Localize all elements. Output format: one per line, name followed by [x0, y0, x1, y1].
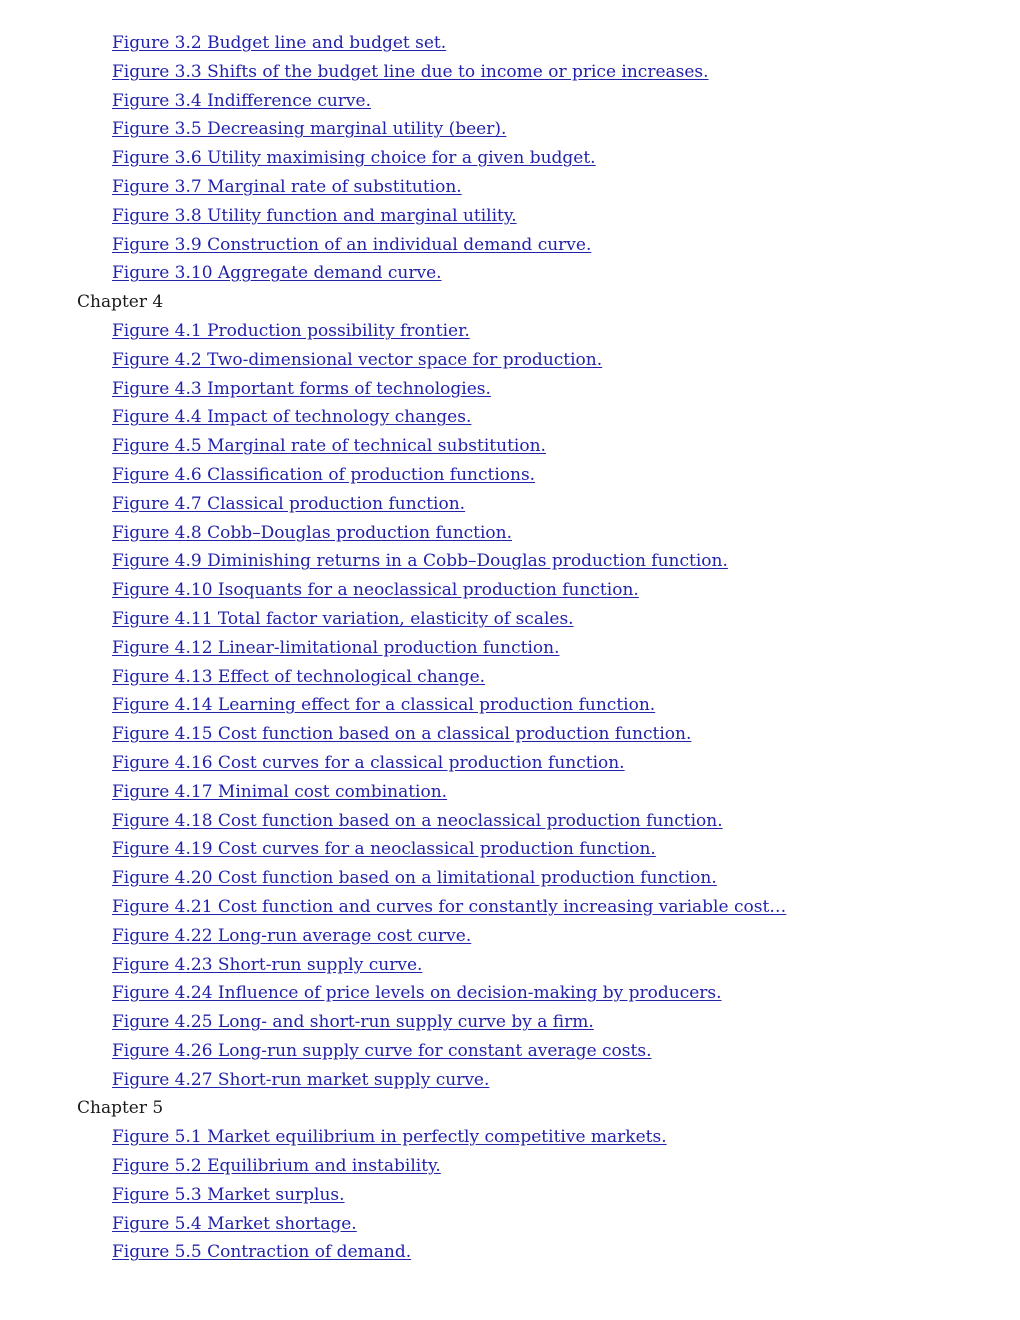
figure-link[interactable]: Figure 4.2 Two-dimensional vector space for production. — [112, 349, 603, 370]
figure-link[interactable]: Figure 4.22 Long-run average cost curve. — [112, 925, 472, 946]
figure-link[interactable]: Figure 5.5 Contraction of demand. — [112, 1242, 412, 1263]
figure-link[interactable]: Figure 3.8 Utility function and marginal utility. — [112, 205, 517, 226]
figure-link[interactable]: Figure 4.10 Isoquants for a neoclassical production function. — [112, 580, 639, 601]
figure-link[interactable]: Figure 4.9 Diminishing returns in a Cobb–Douglas production function. — [112, 551, 728, 572]
list-item — [0, 1152, 1020, 1181]
list-item — [0, 634, 1020, 663]
list-item — [0, 749, 1020, 778]
list-item — [0, 202, 1020, 231]
figure-link[interactable]: Figure 4.24 Influence of price levels on decision-making by producers. — [112, 983, 722, 1004]
list-item — [0, 893, 1020, 922]
figure-link[interactable]: Figure 4.18 Cost function based on a neoclassical production function. — [112, 810, 723, 831]
list-item — [0, 144, 1020, 173]
figure-link[interactable]: Figure 4.21 Cost function and curves for constantly increasing variable cost… — [112, 896, 787, 917]
figure-link[interactable]: Figure 4.7 Classical production function. — [112, 493, 466, 514]
list-item — [0, 864, 1020, 893]
list-item — [0, 432, 1020, 461]
figure-link[interactable]: Figure 3.7 Marginal rate of substitution. — [112, 176, 462, 197]
figure-link[interactable]: Figure 4.4 Impact of technology changes. — [112, 407, 472, 428]
list-of-figures — [0, 29, 1020, 1267]
list-item — [0, 231, 1020, 260]
list-item — [0, 807, 1020, 836]
list-item — [0, 1238, 1020, 1267]
list-item — [0, 1210, 1020, 1239]
list-item — [0, 403, 1020, 432]
list-item — [0, 1066, 1020, 1095]
list-item — [0, 1008, 1020, 1037]
figure-link[interactable]: Figure 3.10 Aggregate demand curve. — [112, 263, 442, 284]
list-item — [0, 576, 1020, 605]
list-item — [0, 173, 1020, 202]
list-item — [0, 87, 1020, 116]
figure-link[interactable]: Figure 5.3 Market surplus. — [112, 1184, 345, 1205]
list-item — [0, 951, 1020, 980]
figure-link[interactable]: Figure 4.8 Cobb–Douglas production function. — [112, 522, 513, 543]
figure-link[interactable]: Figure 3.6 Utility maximising choice for a given budget. — [112, 148, 596, 169]
list-item — [0, 1123, 1020, 1152]
figure-link[interactable]: Figure 3.9 Construction of an individual demand curve. — [112, 234, 592, 255]
chapter-heading: Chapter 4 — [77, 292, 164, 313]
list-item — [0, 490, 1020, 519]
list-item — [0, 1181, 1020, 1210]
figure-link[interactable]: Figure 4.27 Short-run market supply curve. — [112, 1069, 490, 1090]
list-item — [0, 317, 1020, 346]
figure-link[interactable]: Figure 4.20 Cost function based on a limitational production function. — [112, 868, 717, 889]
list-item — [0, 835, 1020, 864]
list-item — [0, 259, 1020, 288]
list-item — [0, 115, 1020, 144]
list-item — [0, 979, 1020, 1008]
list-item — [0, 778, 1020, 807]
chapter-heading: Chapter 5 — [77, 1098, 164, 1119]
figure-link[interactable]: Figure 4.1 Production possibility frontier. — [112, 320, 470, 341]
figure-link[interactable]: Figure 5.4 Market shortage. — [112, 1213, 357, 1234]
list-item — [0, 605, 1020, 634]
figure-link[interactable]: Figure 4.26 Long-run supply curve for constant average costs. — [112, 1040, 652, 1061]
figure-link[interactable]: Figure 4.25 Long- and short-run supply curve by a firm. — [112, 1012, 594, 1033]
figure-link[interactable]: Figure 4.17 Minimal cost combination. — [112, 781, 448, 802]
list-item — [0, 547, 1020, 576]
figure-link[interactable]: Figure 4.13 Effect of technological change. — [112, 666, 486, 687]
figure-link[interactable]: Figure 4.3 Important forms of technologies. — [112, 378, 491, 399]
list-item — [0, 663, 1020, 692]
list-item — [0, 58, 1020, 87]
figure-link[interactable]: Figure 3.5 Decreasing marginal utility (beer). — [112, 119, 507, 140]
figure-link[interactable]: Figure 5.1 Market equilibrium in perfectly competitive markets. — [112, 1127, 667, 1148]
list-item — [0, 29, 1020, 58]
figure-link[interactable]: Figure 5.2 Equilibrium and instability. — [112, 1156, 441, 1177]
list-item — [0, 1037, 1020, 1066]
list-item — [0, 691, 1020, 720]
figure-link[interactable]: Figure 4.23 Short-run supply curve. — [112, 954, 423, 975]
figure-link[interactable]: Figure 3.4 Indifference curve. — [112, 90, 372, 111]
figure-link[interactable]: Figure 4.12 Linear-limitational production function. — [112, 637, 560, 658]
figure-link[interactable]: Figure 3.2 Budget line and budget set. — [112, 33, 447, 53]
figure-link[interactable]: Figure 4.15 Cost function based on a classical production function. — [112, 724, 692, 745]
figure-link[interactable]: Figure 4.11 Total factor variation, elasticity of scales. — [112, 608, 574, 629]
list-item — [0, 346, 1020, 375]
figure-link[interactable]: Figure 3.3 Shifts of the budget line due to income or price increases. — [112, 61, 709, 82]
figure-link[interactable]: Figure 4.6 Classification of production functions. — [112, 464, 536, 485]
list-item — [0, 519, 1020, 548]
list-item — [0, 375, 1020, 404]
figure-link[interactable]: Figure 4.5 Marginal rate of technical substitution. — [112, 436, 546, 457]
list-item — [0, 461, 1020, 490]
list-item — [0, 922, 1020, 951]
figure-link[interactable]: Figure 4.19 Cost curves for a neoclassical production function. — [112, 839, 656, 860]
figure-link[interactable]: Figure 4.14 Learning effect for a classical production function. — [112, 695, 656, 716]
list-item — [0, 720, 1020, 749]
figure-link[interactable]: Figure 4.16 Cost curves for a classical production function. — [112, 752, 625, 773]
